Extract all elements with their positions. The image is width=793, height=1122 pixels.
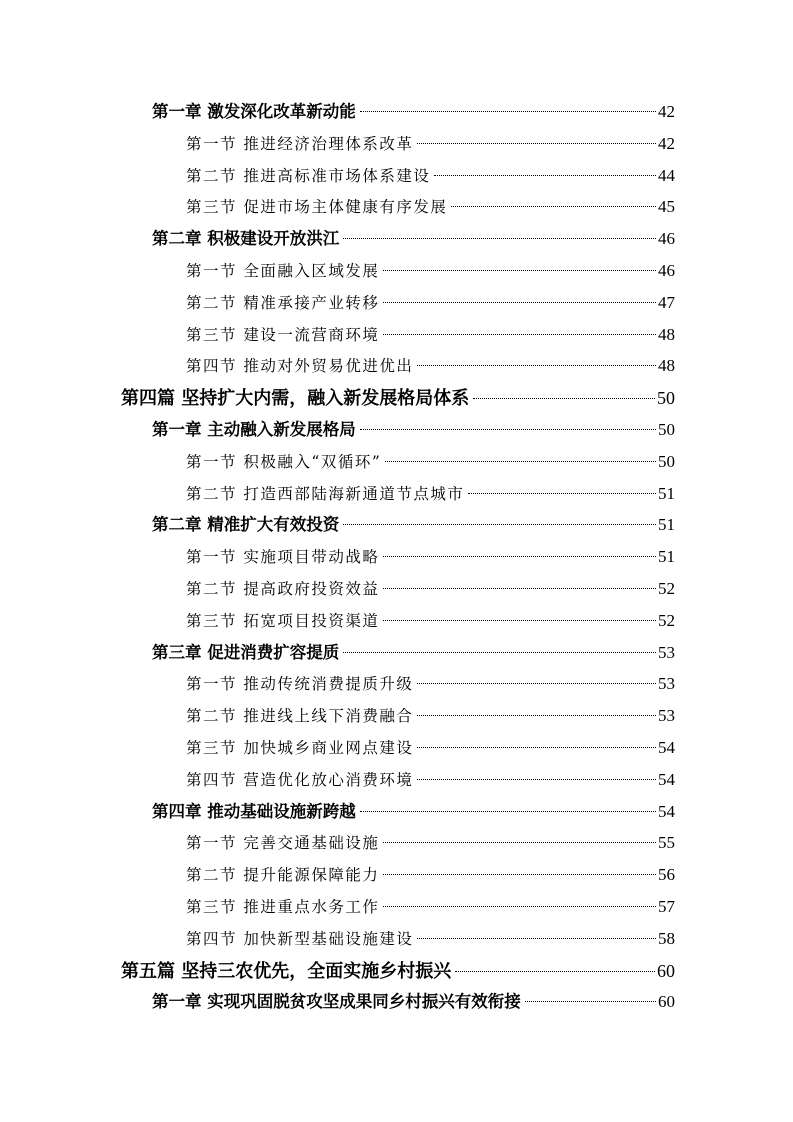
- toc-entry-part[interactable]: [121, 384, 675, 412]
- dot-leader: [383, 556, 656, 557]
- dot-leader: [383, 906, 656, 907]
- toc-entry-page-number: 56: [658, 865, 675, 885]
- dot-leader: [383, 620, 656, 621]
- dot-leader: [360, 811, 656, 812]
- toc-entry-section[interactable]: [186, 766, 675, 794]
- toc-entry-section[interactable]: [186, 448, 675, 476]
- toc-entry-section[interactable]: [186, 925, 675, 953]
- toc-entry-title: 第二节 推进线上线下消费融合: [186, 707, 414, 726]
- dot-leader: [434, 175, 656, 176]
- toc-entry-section[interactable]: [186, 130, 675, 158]
- dot-leader: [468, 493, 656, 494]
- toc-entry-title: 第四篇 坚持扩大内需，融入新发展格局体系: [121, 388, 470, 410]
- toc-entry-page-number: 53: [658, 674, 675, 694]
- toc-entry-chapter[interactable]: [152, 416, 675, 444]
- toc-entry-page-number: 54: [658, 769, 675, 789]
- toc-entry-page-number: 51: [658, 515, 675, 535]
- toc-entry-page-number: 51: [658, 547, 675, 567]
- toc-entry-title: 第二章 积极建设开放洪江: [152, 229, 340, 249]
- toc-entry-title: 第一节 推进经济治理体系改革: [186, 134, 414, 153]
- toc-entry-page-number: 60: [658, 992, 675, 1012]
- toc-entry-chapter[interactable]: [152, 798, 675, 826]
- toc-entry-chapter[interactable]: [152, 639, 675, 667]
- toc-entry-title: 第三节 促进市场主体健康有序发展: [186, 198, 448, 217]
- dot-leader: [417, 938, 656, 939]
- dot-leader: [343, 652, 656, 653]
- toc-entry-title: 第四节 营造优化放心消费环境: [186, 770, 414, 789]
- toc-entry-title: 第二节 推进高标准市场体系建设: [186, 166, 431, 185]
- dot-leader: [383, 588, 656, 589]
- toc-entry-title: 第四节 推动对外贸易优进优出: [186, 357, 414, 376]
- toc-entry-title: 第一节 积极融入“双循环”: [186, 452, 382, 471]
- toc-entry-section[interactable]: [186, 893, 675, 921]
- toc-entry-page-number: 53: [658, 706, 675, 726]
- toc-entry-page-number: 50: [657, 388, 675, 409]
- toc-entry-page-number: 46: [658, 261, 675, 280]
- toc-entry-title: 第三章 促进消费扩容提质: [152, 642, 340, 662]
- dot-leader: [417, 365, 656, 366]
- toc-entry-page-number: 51: [658, 483, 675, 503]
- toc-entry-section[interactable]: [186, 193, 675, 221]
- toc-entry-page-number: 50: [658, 451, 675, 471]
- toc-entry-title: 第一节 全面融入区域发展: [186, 262, 380, 280]
- toc-entry-section[interactable]: [186, 575, 675, 603]
- toc-entry-title: 第三节 加快城乡商业网点建设: [186, 739, 414, 757]
- toc-entry-page-number: 53: [658, 642, 675, 662]
- dot-leader: [417, 747, 656, 748]
- toc-entry-title: 第五篇 坚持三农优先，全面实施乡村振兴: [121, 960, 452, 982]
- toc-entry-title: 第一节 实施项目带动战略: [186, 548, 380, 567]
- toc-entry-page-number: 58: [658, 928, 675, 948]
- dot-leader: [385, 461, 656, 462]
- toc-entry-title: 第一章 主动融入新发展格局: [152, 420, 356, 439]
- toc-entry-page-number: 44: [658, 165, 675, 185]
- toc-entry-section[interactable]: [186, 321, 675, 349]
- toc-entry-page-number: 42: [658, 133, 675, 153]
- dot-leader: [525, 1001, 656, 1002]
- toc-entry-page-number: 50: [658, 420, 675, 439]
- toc-entry-page-number: 60: [657, 960, 675, 981]
- toc-entry-page-number: 52: [658, 610, 675, 630]
- dot-leader: [417, 683, 656, 684]
- dot-leader: [417, 143, 656, 144]
- toc-entry-section[interactable]: [186, 543, 675, 571]
- toc-entry-page-number: 45: [658, 197, 675, 217]
- toc-entry-section[interactable]: [186, 480, 675, 508]
- toc-entry-page-number: 42: [658, 102, 675, 121]
- toc-entry-title: 第一章 实现巩固脱贫攻坚成果同乡村振兴有效衔接: [152, 992, 521, 1012]
- toc-entry-section[interactable]: [186, 861, 675, 889]
- toc-entry-title: 第一节 完善交通基础设施: [186, 834, 380, 853]
- toc-entry-part[interactable]: [121, 957, 675, 985]
- dot-leader: [417, 715, 656, 716]
- dot-leader: [473, 398, 655, 399]
- dot-leader: [383, 302, 656, 303]
- toc-entry-title: 第一章 激发深化改革新动能: [152, 102, 356, 121]
- toc-entry-title: 第一节 推动传统消费提质升级: [186, 675, 414, 694]
- toc-entry-page-number: 54: [658, 738, 675, 757]
- toc-entry-title: 第二节 精准承接产业转移: [186, 293, 380, 312]
- dot-leader: [383, 874, 656, 875]
- toc-entry-title: 第三节 拓宽项目投资渠道: [186, 611, 380, 630]
- dot-leader: [343, 524, 656, 525]
- dot-leader: [417, 779, 656, 780]
- toc-entry-section[interactable]: [186, 607, 675, 635]
- toc-entry-page-number: 48: [658, 324, 675, 344]
- toc-entry-title: 第二节 提升能源保障能力: [186, 866, 380, 885]
- toc-entry-title: 第三节 推进重点水务工作: [186, 898, 380, 916]
- toc-entry-page-number: 48: [658, 356, 675, 376]
- dot-leader: [360, 111, 656, 112]
- toc-entry-section[interactable]: [186, 702, 675, 730]
- dot-leader: [383, 842, 656, 843]
- toc-entry-title: 第二章 精准扩大有效投资: [152, 515, 340, 535]
- toc-entry-section[interactable]: [186, 162, 675, 190]
- dot-leader: [451, 206, 656, 207]
- toc-entry-page-number: 55: [658, 833, 675, 853]
- toc-entry-title: 第四节 加快新型基础设施建设: [186, 929, 414, 948]
- toc-entry-section[interactable]: [186, 829, 675, 857]
- toc-entry-title: 第二节 提高政府投资效益: [186, 580, 380, 598]
- toc-entry-section[interactable]: [186, 670, 675, 698]
- toc-entry-title: 第三节 建设一流营商环境: [186, 325, 380, 344]
- toc-entry-title: 第二节 打造西部陆海新通道节点城市: [186, 484, 465, 503]
- toc-entry-chapter[interactable]: [152, 225, 675, 253]
- toc-entry-section[interactable]: [186, 257, 675, 285]
- toc-entry-section[interactable]: [186, 352, 675, 380]
- dot-leader: [343, 238, 656, 239]
- toc-entry-page-number: 57: [658, 897, 675, 916]
- toc-entry-chapter[interactable]: [152, 511, 675, 539]
- dot-leader: [383, 334, 656, 335]
- toc-entry-section[interactable]: [186, 289, 675, 317]
- dot-leader: [455, 971, 655, 972]
- toc-entry-page-number: 47: [658, 292, 675, 312]
- toc-entry-page-number: 52: [658, 579, 675, 598]
- toc-entry-chapter[interactable]: [152, 98, 675, 126]
- toc-entry-chapter[interactable]: [152, 988, 675, 1016]
- toc-entry-page-number: 46: [658, 229, 675, 249]
- dot-leader: [383, 270, 656, 271]
- dot-leader: [360, 429, 656, 430]
- toc-entry-page-number: 54: [658, 801, 675, 821]
- toc-entry-title: 第四章 推动基础设施新跨越: [152, 801, 356, 821]
- toc-entry-section[interactable]: [186, 734, 675, 762]
